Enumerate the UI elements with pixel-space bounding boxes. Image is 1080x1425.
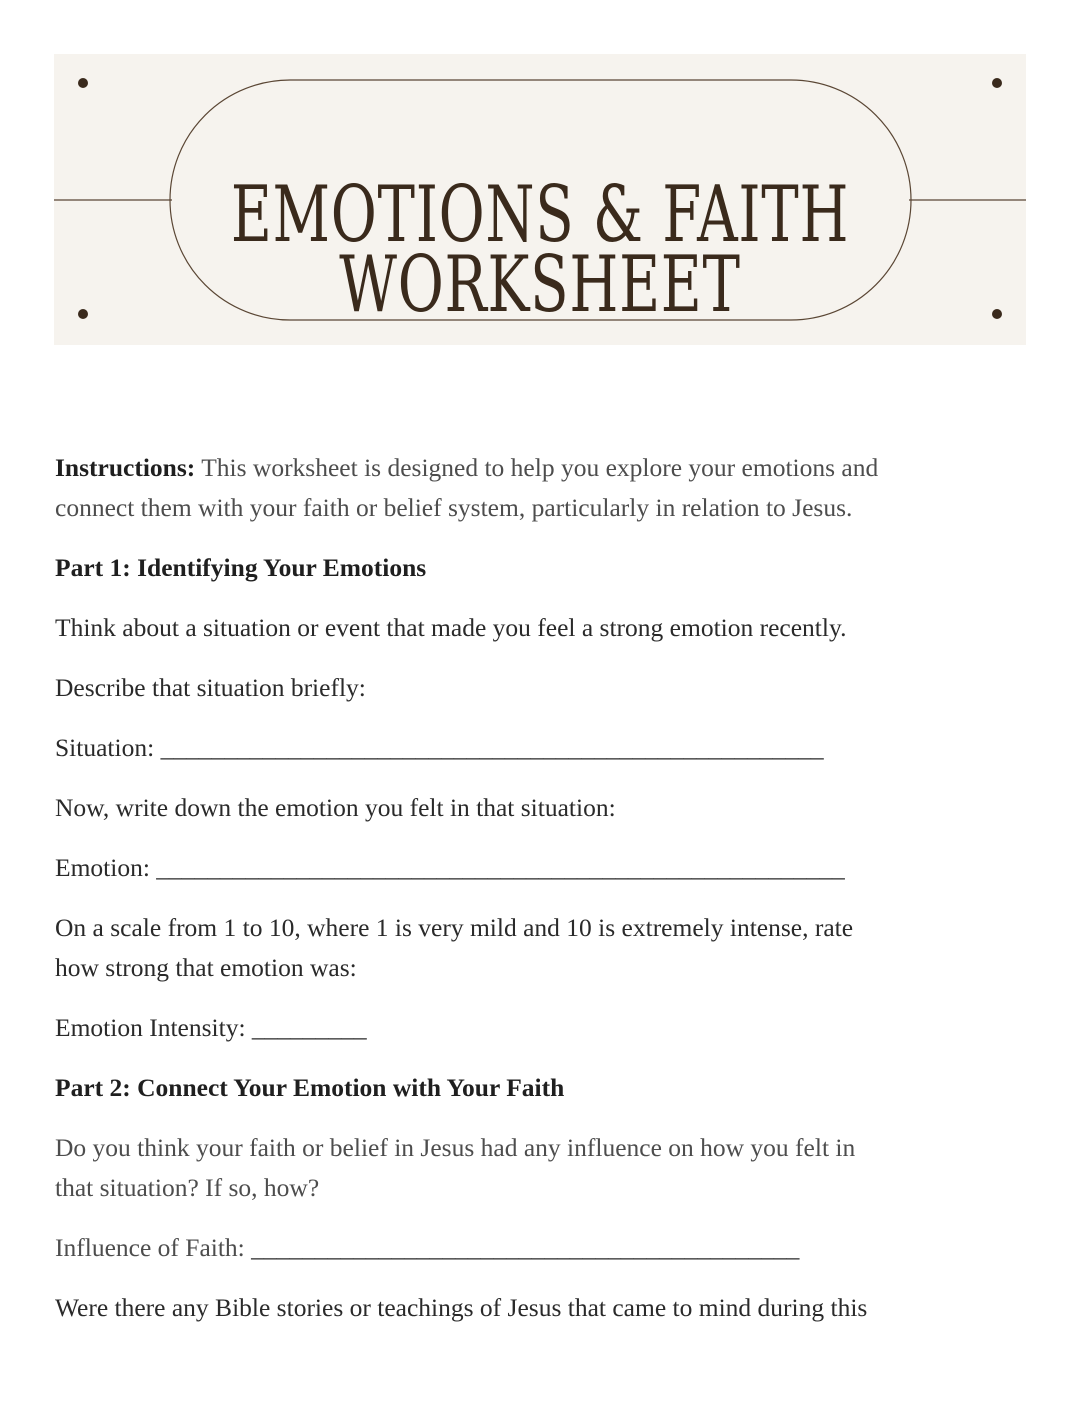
title-line-1: EMOTIONS & FAITH [230,170,850,260]
title-line-2: WORKSHEET [339,240,741,330]
intensity-blank[interactable]: _________ [251,1013,367,1042]
corner-dot-top-left [78,78,88,88]
influence-row [55,1228,1030,1268]
part1-prompt-1: Think about a situation or event that made you feel a strong emotion recently. [55,613,847,642]
part2-heading: Part 2: Connect Your Emotion with Your Faith [55,1073,565,1102]
emotion-label: Emotion: [55,853,150,882]
emotion-row [55,848,1030,888]
instructions-text-1: This worksheet is designed to help you explore your emotions and [201,453,879,482]
corner-dot-bottom-right [992,309,1002,319]
part1-prompt-3: Now, write down the emotion you felt in that situation: [55,793,616,822]
part2-prompt-1-line-2: that situation? If so, how? [55,1173,320,1202]
instructions-label: Instructions: [55,453,196,482]
intensity-row [55,1008,1030,1048]
situation-blank[interactable]: ____________________________________________________ [160,733,824,762]
intensity-label: Emotion Intensity: [55,1013,246,1042]
worksheet-body [55,448,1030,1328]
influence-blank[interactable]: ___________________________________________ [251,1233,800,1262]
instructions-line-2: connect them with your faith or belief system, particularly in relation to Jesus. [55,493,853,522]
emotion-blank[interactable]: ______________________________________________________ [156,853,845,882]
part1-prompt-4-line-2: how strong that emotion was: [55,953,357,982]
instructions-line-1 [55,448,1030,488]
part1-prompt-4-line-1: On a scale from 1 to 10, where 1 is very mild and 10 is extremely intense, rate [55,913,854,942]
title-banner [54,54,1026,345]
corner-dot-top-right [992,78,1002,88]
situation-row [55,728,1030,768]
part2-prompt-2-line-1: Were there any Bible stories or teachings of Jesus that came to mind during this [55,1293,868,1322]
part2-prompt-1-line-1: Do you think your faith or belief in Jesus had any influence on how you felt in [55,1133,856,1162]
corner-dot-bottom-left [78,309,88,319]
part1-prompt-2: Describe that situation briefly: [55,673,366,702]
influence-label: Influence of Faith: [55,1233,245,1262]
part1-heading: Part 1: Identifying Your Emotions [55,553,427,582]
situation-label: Situation: [55,733,155,762]
